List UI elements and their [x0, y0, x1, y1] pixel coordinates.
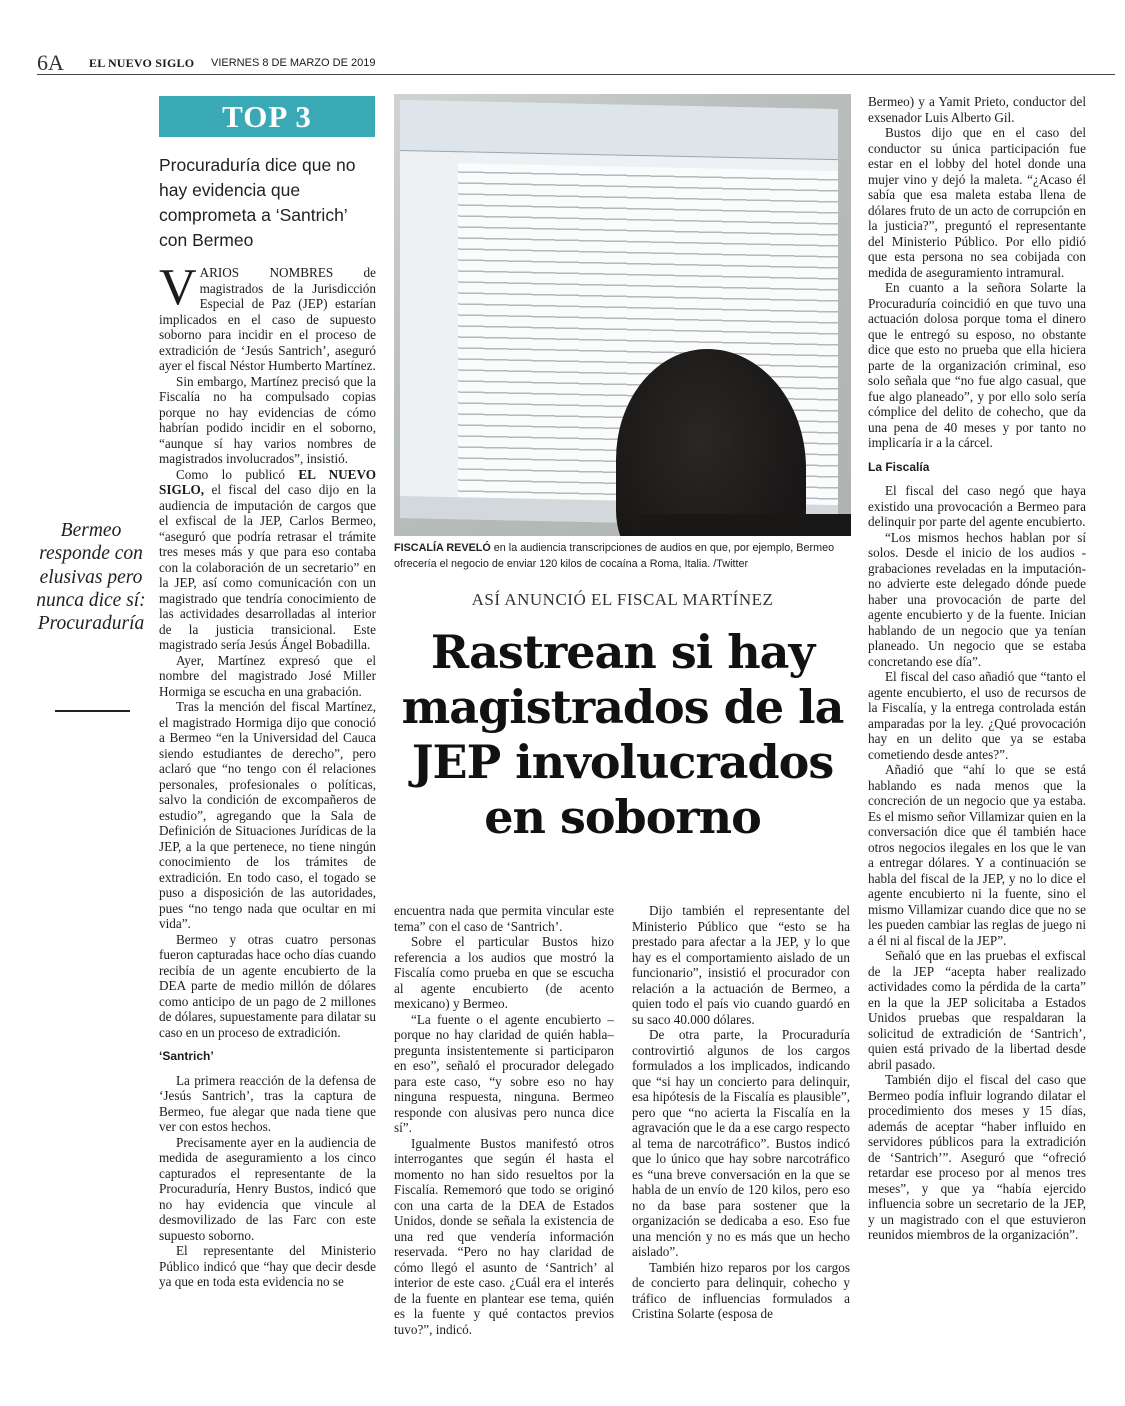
article-column-3 — [868, 94, 1086, 1243]
photo-caption: FISCALÍA REVELÓ en la audiencia transcripciones de audios en que, por ejemplo, Bermeo ofrecería el negocio de enviar 120 kilos de cocaína a Roma, Italia. /Twitter — [394, 542, 835, 570]
paragraph: También hizo reparos por los cargos de concierto para delinquir, cohecho y tráfico de influencias formulados a Cristina Solarte (esposa de — [632, 1259, 850, 1321]
paragraph: Señaló que en las pruebas el exfiscal de la JEP “acepta haber realizado actividades como la pérdida de la carta” en la que la JEP solicitaba a Estados Unidos pruebas que respaldaran la solicitud de extradición de ‘Santrich’, quien está privado de la libertad desde abril pasado. — [868, 948, 1086, 1072]
issue-date: VIERNES 8 DE MARZO DE 2019 — [211, 57, 376, 69]
word-ribbon — [400, 100, 838, 160]
pull-quote: Bermeo responde con elusivas pero nunca dice sí: Procuraduría — [36, 520, 146, 635]
article-title: Rastrean si hay magistrados de la JEP involucrados en soborno — [401, 625, 844, 844]
paragraph: encuentra nada que permita vincular este tema” con el caso de ‘Santrich’. — [394, 903, 614, 934]
subheading-fiscalia: La Fiscalía — [868, 459, 930, 474]
paragraph: “Los mismos hechos hablan por sí solos. Desde el inicio de los audios -grabaciones reveladas en la imputación- no advierte este delegado dónde puede haber una provocación de parte del agente encubierto y de la fuente. Inician hablando de un negocio que ya tenían planeado. Un negocio que se estaba concretando ese día”. — [868, 529, 1086, 669]
paragraph: Tras la mención del fiscal Martínez, el magistrado Hormiga dijo que conoció a Bermeo “en la Universidad del Cauca siendo estudiantes de derecho”, pero aclaró que “no tengo con él relaciones personales, profesionales o políticas, salvo la condición de excompañeros de estudio”, agregando que la Sala de Definición de Situaciones Jurídicas de la JEP, a la que pertenece, no tiene ningún conocimiento de los trámites de extradición. En todo caso, el togado se puso a disposición de las autoridades, pues “no tengo nada que ocultar en mi vida”. — [159, 699, 376, 931]
paragraph: Como lo publicó EL NUEVO SIGLO, el fiscal del caso dijo en la audiencia de imputación de cargos que el exfiscal de la JEP, Carlos Bermeo, “aseguró que podría retrasar el trámite tres meses más y que para eso contaba con la colaboración de un secretario” en la JEP, así como comunicación con un magistrado que tendría conocimiento de las actividades desarrolladas al interior de la justicia transicional. Este magistrado sería Jesús Ángel Bobadilla. — [159, 466, 376, 652]
paragraph: El fiscal del caso negó que haya existido una provocación a Bermeo para delinquir por parte del agente encubierto. — [868, 483, 1086, 529]
paragraph: Sin embargo, Martínez precisó que la Fiscalía no ha compulsado copias porque no hay evidencias de cómo habrían podido incidir en el soborno, “aunque sí hay varios nombres de magistrados involucrados”, insistió. — [159, 373, 376, 466]
paragraph: Ayer, Martínez expresó que el nombre del magistrado José Miller Hormiga se escucha en una grabación. — [159, 652, 376, 699]
paragraph: Bermeo) y a Yamit Prieto, conductor del exsenador Luis Alberto Gil. — [868, 94, 1086, 125]
top3-label: TOP 3 — [159, 96, 375, 137]
page-header — [37, 50, 1115, 75]
article-column-1 — [394, 903, 614, 1337]
pull-quote-rule — [55, 710, 130, 712]
drop-cap: V — [159, 259, 197, 316]
paragraph: El fiscal del caso añadió que “tanto el agente encubierto, el uso de recursos de la Fiscalía, y la entrega controlada están amparadas por la ley. ¿Qué provocación hay en un delito que ya se estaba cometiendo desde antes?”. — [868, 669, 1086, 762]
top3-body — [159, 259, 376, 1290]
paragraph: Bustos dijo que en el caso del conductor su única participación fue estar en el lobby del hotel donde una mujer vino y dejó la maleta. “¿Acaso él sabía que esa maleta estaba llena de dólares fruto de un acto de corrupción en la justicia?”, preguntó el representante del Ministerio Público. Por ello pidió que esta persona no sea cobijada con medida de aseguramiento intramural. — [868, 125, 1086, 280]
paragraph: Precisamente ayer en la audiencia de medida de aseguramiento a los cinco capturados el representante de la Procuraduría, Henry Bustos, indicó que no hay evidencia que vincule al desmovilizado de las Farc con este supuesto soborno. — [159, 1134, 376, 1243]
article-photo — [394, 94, 851, 536]
paragraph: Añadió que “ahí lo que se está hablando es nada menos que la concreción de un negocio que ya estaba. Es el mismo señor Villamizar quien en la conversación dice que él también hace otros negocios ilegales en los que le van a entregar dólares. Y a continuación se habla del fiscal de la JEP, y no lo dice el agente encubierto ni la fuente, sino el mismo Villamizar cuando dice que no se les pueden cambiar las reglas de juego ni a él ni al fiscal de la JEP”. — [868, 762, 1086, 948]
paragraph: De otra parte, la Procuraduría controvirtió algunos de los cargos formulados a los implicados, indicando que “si hay un concierto para delinquir, esa hipótesis de la Fiscalía es plausible”, pero que “no acierta la Fiscalía en la agravación que le da a ese cargo respecto al tema de narcotráfico”. Bustos indicó que lo único que hay sobre narcotráfico es “una breve conversación en la que se habla de un envío de 120 kilos, pero eso no da base para sostener que la organización se dedicaba a eso. Eso fue una mención y no es más que un hecho aislado”. — [632, 1027, 850, 1259]
lead-paragraph: VARIOS NOMBRES de magistrados de la Jurisdicción Especial de Paz (JEP) estarían implicados en el caso de supuesto soborno para incidir en el proceso de extradición de ‘Jesús Santrich’, aseguró ayer el fiscal Néstor Humberto Martínez. — [159, 259, 376, 373]
publication-mention: EL NUEVO SIGLO, — [159, 466, 376, 497]
paragraph: La primera reacción de la defensa de ‘Jesús Santrich’, tras la captura de Bermeo, fue alegar que nada tiene que ver con estos hechos. — [159, 1072, 376, 1134]
paragraph: En cuanto a la señora Solarte la Procuraduría coincidió en que tuvo una actuación dolosa porque toma el dinero que le entregó su esposo, no obstante dice que esto no prueba que ella hiciera parte de la organización criminal, eso solo señala que “no fue algo casual, que fue algo planeado”, y por ello solo sería cómplice del delito de cohecho, que da una pena de 40 meses y por tanto no implicaría ir a la cárcel. — [868, 280, 1086, 450]
publication-name: EL NUEVO SIGLO — [89, 56, 195, 70]
paragraph: Igualmente Bustos manifestó otros interrogantes que según él hasta el momento no han sido resueltos por la Fiscalía. Rememoró que todo se originó con una carta de la DEA de Estados Unidos, donde se señala la existencia de una red que vendería información reservada. “Pero no hay claridad de cómo llegó el asunto de ‘Santrich’ al interior de este caso. ¿Cuál era el interés de la fuente en plantear ese tema, quién es la fuente y qué contactos previos tuvo?”, indicó. — [394, 1135, 614, 1337]
top3-headline: Procuraduría dice que no hay evidencia que comprometa a ‘Santrich’ con Bermeo — [159, 155, 356, 250]
paragraph: Bermeo y otras cuatro personas fueron capturadas hace ocho días cuando recibía de un agente encubierto de la DEA parte de medio millón de dólares como anticipo de un pago de 2 millones de dólares, supuestamente para dilatar su caso en un proceso de extradición. — [159, 931, 376, 1040]
paragraph: “La fuente o el agente encubierto –porque no hay claridad de quién habla– pregunta insistentemente si participaron en eso”, señaló el procurador delegado para este caso, “y sobre eso no hay ninguna respuesta, ninguna. Bermeo responde con alusivas pero nunca dice sí”. — [394, 1011, 614, 1135]
person-shoulders — [639, 514, 851, 536]
paragraph: También dijo el fiscal del caso que Bermeo podía influir logrando dilatar el procedimiento dos meses y 15 días, además de aceptar “haber influido en servidores públicos para la extradición de ‘Santrich’”. Aseguró que “ofreció retardar ese proceso por al menos tres meses”, y que ya “había ejercido influencia sobre un secretario de la JEP, y un magistrado con el que estuvieron reunidos miembros de la organización”. — [868, 1072, 1086, 1242]
article-column-2 — [632, 903, 850, 1322]
subheading-santrich: ‘Santrich’ — [159, 1049, 214, 1063]
paragraph: Sobre el particular Bustos hizo referencia a los audios que mostró la Fiscalía como prueba en que se escucha al agente encubierto (de acento mexicano) y Bermeo. — [394, 934, 614, 1011]
paragraph: El representante del Ministerio Público indicó que “hay que decir desde ya que en toda esta evidencia no se — [159, 1243, 376, 1289]
paragraph: Dijo también el representante del Ministerio Público que “esto se ha prestado para afectar a la JEP, y lo que hay es el comportamiento aislado de un funcionario”, insistió el procurador con relación a la actuación de Bermeo, a quien todo el país vio cuando guardó en su saco 40.000 dólares. — [632, 903, 850, 1027]
article-kicker: ASÍ ANUNCIÓ EL FISCAL MARTÍNEZ — [471, 590, 774, 609]
page-number: 6A — [37, 50, 64, 75]
